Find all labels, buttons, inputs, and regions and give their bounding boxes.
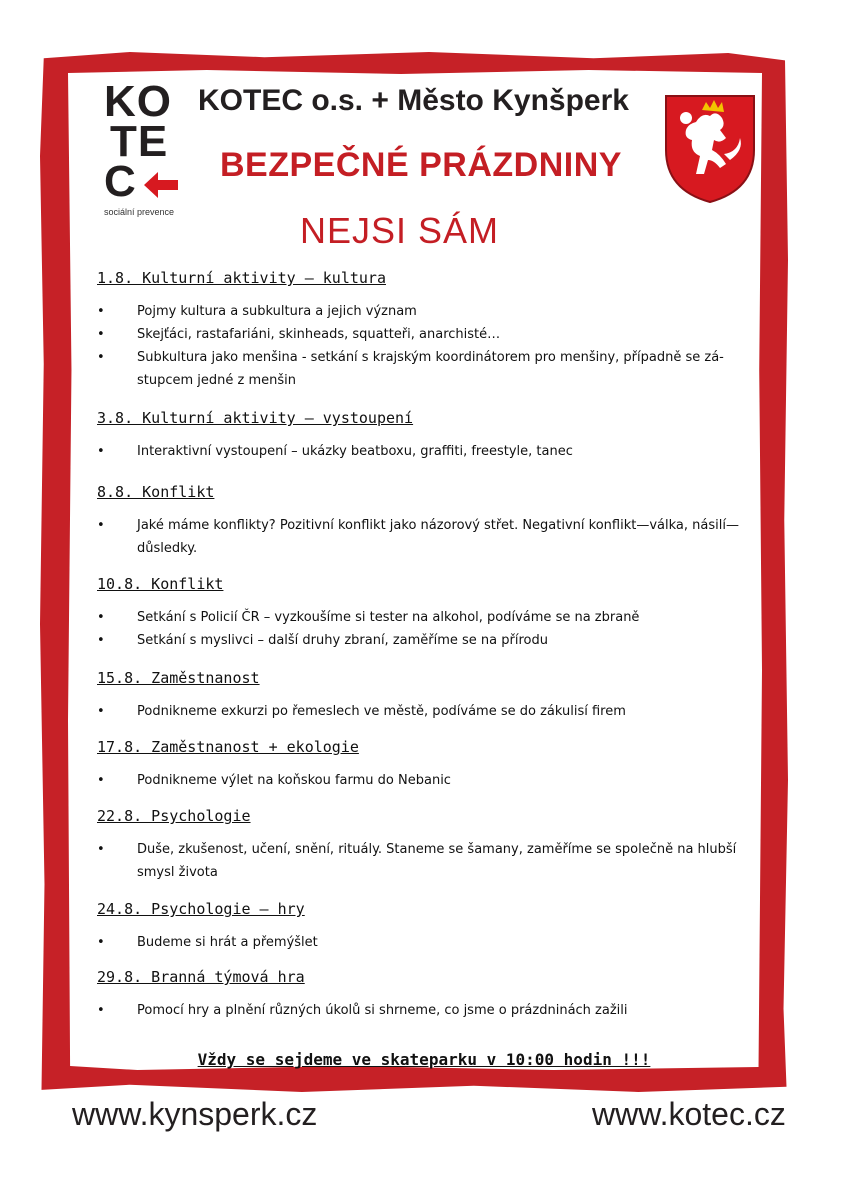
program-list [97, 268, 747, 1037]
list-item: • Skejťáci, rastafariáni, skinheads, squatteři, anarchisté… [97, 323, 747, 346]
list-item: • Setkání s Policií ČR – vyzkoušíme si tester na alkohol, podíváme se na zbraně [97, 606, 747, 629]
section-items [97, 769, 747, 792]
program-section [97, 899, 747, 967]
section-heading: 8.8. Konflikt [97, 483, 215, 501]
program-section [97, 967, 747, 1037]
poster-title: BEZPEČNÉ PRÁZDNINY [220, 146, 622, 184]
list-item: • Pomocí hry a plnění různých úkolů si shrneme, co jsme o prázdninách zažili [97, 999, 747, 1022]
section-items [97, 700, 747, 723]
list-item: • Podnikneme exkurzi po řemeslech ve městě, podíváme se do zákulisí firem [97, 700, 747, 723]
program-section [97, 268, 747, 408]
kynsperk-website-link[interactable]: www.kynsperk.cz [72, 1096, 318, 1132]
program-section [97, 806, 747, 899]
section-heading: 1.8. Kulturní aktivity – kultura [97, 269, 386, 287]
kotec-website-link[interactable]: www.kotec.cz [592, 1096, 786, 1132]
program-section [97, 408, 747, 482]
list-item: • Pojmy kultura a subkultura a jejich význam [97, 300, 747, 323]
section-items [97, 999, 747, 1022]
section-items [97, 606, 747, 652]
section-items [97, 931, 747, 954]
list-item: • Subkultura jako menšina - setkání s krajským koordinátorem pro menšiny, případně se zá-stupcem jedné z menšin [97, 346, 747, 392]
section-heading: 17.8. Zaměstnanost + ekologie [97, 738, 359, 756]
list-item: • Duše, zkušenost, učení, snění, rituály. Staneme se šamany, zaměříme se společně na hlubší smysl života [97, 838, 747, 884]
program-section [97, 668, 747, 737]
section-heading: 15.8. Zaměstnanost [97, 669, 260, 687]
kotec-logo [104, 77, 194, 222]
list-item: • Jaké máme konflikty? Pozitivní konflikt jako názorový střet. Negativní konflikt—válka, násilí— důsledky. [97, 514, 747, 560]
list-item: • Podnikneme výlet na koňskou farmu do Nebanic [97, 769, 747, 792]
section-heading: 3.8. Kulturní aktivity – vystoupení [97, 409, 414, 427]
lion-crest-icon [662, 92, 758, 204]
list-item: • Setkání s myslivci – další druhy zbraní, zaměříme se na přírodu [97, 629, 747, 652]
section-items [97, 440, 747, 463]
section-heading: 10.8. Konflikt [97, 575, 224, 593]
section-items [97, 838, 747, 884]
kotec-logo-subtitle: sociální prevence [104, 207, 175, 217]
red-arrow-icon [144, 172, 178, 198]
program-section [97, 482, 747, 574]
program-section [97, 574, 747, 668]
section-items [97, 514, 747, 560]
meeting-note: Vždy se sejdeme ve skateparku v 10:00 hodin !!! [197, 1050, 651, 1069]
section-heading: 29.8. Branná týmová hra [97, 968, 305, 986]
program-section [97, 737, 747, 806]
section-items [97, 300, 747, 392]
section-heading: 24.8. Psychologie – hry [97, 900, 305, 918]
list-item: • Interaktivní vystoupení – ukázky beatboxu, graffiti, freestyle, tanec [97, 440, 747, 463]
kotec-logo-letters: KO TE C [104, 77, 172, 206]
list-item: • Budeme si hrát a přemýšlet [97, 931, 747, 954]
organizers-heading: KOTEC o.s. + Město Kynšperk [198, 84, 629, 117]
poster-subtitle: NEJSI SÁM [300, 210, 500, 251]
section-heading: 22.8. Psychologie [97, 807, 251, 825]
